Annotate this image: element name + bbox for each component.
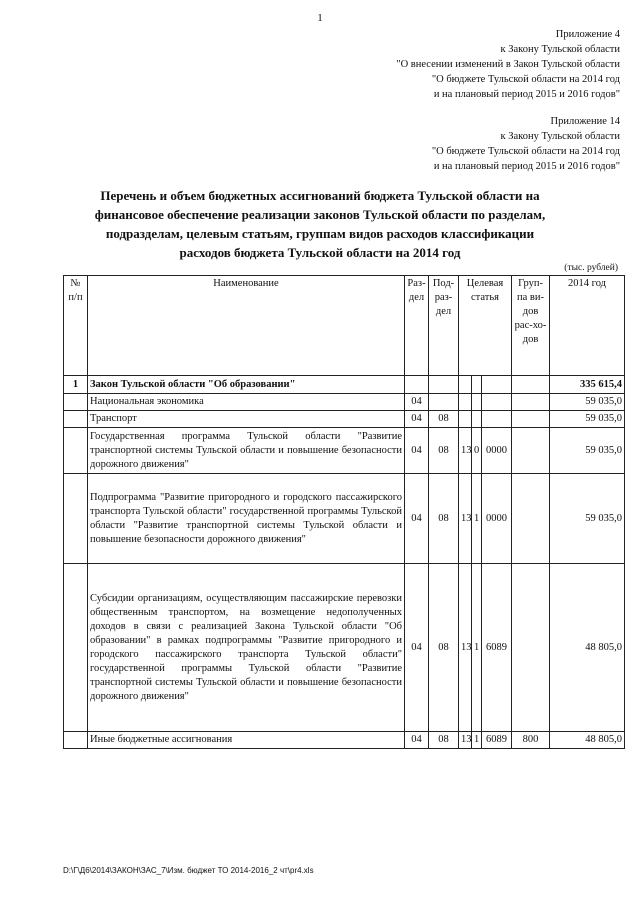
title-line: подразделам, целевым статьям, группам видов расходов классификации bbox=[105, 226, 535, 241]
appendix-4-line: "О внесении изменений в Закон Тульской области bbox=[396, 59, 620, 70]
cell-target-program: 13 bbox=[459, 732, 472, 749]
cell-name: Подпрограмма "Развитие пригородного и городского пассажирского транспорта Тульской области" государственной программы Тульской области "Развитие транспортной системы Тульской области и повышение безопасности дорожного движения" bbox=[88, 474, 405, 564]
cell-section: 04 bbox=[405, 428, 429, 474]
cell-amount: 48 805,0 bbox=[550, 732, 625, 749]
appendix-4-line: "О бюджете Тульской области на 2014 год bbox=[431, 74, 620, 85]
cell-target-subprogram bbox=[472, 411, 482, 428]
document-title bbox=[40, 186, 600, 262]
cell-name: Закон Тульской области "Об образовании" bbox=[88, 376, 405, 394]
cell-target-program bbox=[459, 394, 472, 411]
header-name: Наименование bbox=[88, 276, 405, 376]
appendix-4-header bbox=[396, 27, 620, 102]
cell-target-subprogram: 1 bbox=[472, 732, 482, 749]
cell-section: 04 bbox=[405, 411, 429, 428]
cell-target-subprogram: 1 bbox=[472, 564, 482, 732]
cell-target-direction bbox=[482, 376, 512, 394]
cell-expense-group: 800 bbox=[512, 732, 550, 749]
appendix-4-line: к Закону Тульской области bbox=[500, 44, 620, 55]
cell-name: Иные бюджетные ассигнования bbox=[88, 732, 405, 749]
file-path-footer: D:\Г\Д6\2014\ЗАКОН\ЗАС_7\Изм. бюджет ТО 2014-2016_2 чт\pr4.xls bbox=[63, 866, 314, 875]
cell-num: 1 bbox=[64, 376, 88, 394]
cell-num bbox=[64, 564, 88, 732]
table-row bbox=[64, 394, 625, 411]
table-row bbox=[64, 376, 625, 394]
cell-section: 04 bbox=[405, 732, 429, 749]
appendix-14-line: Приложение 14 bbox=[550, 116, 620, 127]
cell-num bbox=[64, 732, 88, 749]
cell-section: 04 bbox=[405, 564, 429, 732]
cell-amount: 48 805,0 bbox=[550, 564, 625, 732]
header-year: 2014 год bbox=[550, 276, 625, 376]
table-row bbox=[64, 564, 625, 732]
cell-expense-group bbox=[512, 411, 550, 428]
table-body bbox=[64, 276, 625, 749]
cell-section: 04 bbox=[405, 474, 429, 564]
cell-amount: 335 615,4 bbox=[550, 376, 625, 394]
cell-target-subprogram: 1 bbox=[472, 474, 482, 564]
cell-target-program bbox=[459, 411, 472, 428]
cell-target-direction bbox=[482, 394, 512, 411]
table-row bbox=[64, 732, 625, 749]
cell-name: Субсидии организациям, осуществляющим пассажирские перевозки общественным транспортом, на возмещение недополученных доходов в связи с реализацией Закона Тульской области "Об образовании" в рамках подпрограммы "Развитие пригородного и городского пассажирского транспорта Тульской области" государственной программы Тульской области "Развитие транспортной системы Тульской области и повышение безопасности дорожного движения" bbox=[88, 564, 405, 732]
cell-subsection bbox=[429, 394, 459, 411]
cell-target-direction: 0000 bbox=[482, 428, 512, 474]
cell-expense-group bbox=[512, 394, 550, 411]
cell-name: Государственная программа Тульской области "Развитие транспортной системы Тульской области и повышение безопасности дорожного движения" bbox=[88, 428, 405, 474]
cell-target-direction bbox=[482, 411, 512, 428]
cell-subsection bbox=[429, 376, 459, 394]
appendix-14-line: и на плановый период 2015 и 2016 годов" bbox=[433, 161, 620, 172]
cell-subsection: 08 bbox=[429, 732, 459, 749]
table-header-row bbox=[64, 276, 625, 376]
cell-target-subprogram: 0 bbox=[472, 428, 482, 474]
table-row bbox=[64, 411, 625, 428]
cell-section: 04 bbox=[405, 394, 429, 411]
appendix-14-line: к Закону Тульской области bbox=[500, 131, 620, 142]
appendix-4-line: и на плановый период 2015 и 2016 годов" bbox=[433, 89, 620, 100]
cell-num bbox=[64, 474, 88, 564]
cell-expense-group bbox=[512, 376, 550, 394]
cell-target-direction: 6089 bbox=[482, 564, 512, 732]
cell-num bbox=[64, 411, 88, 428]
header-expense-group: Груп-па ви-дов рас-хо-дов bbox=[512, 276, 550, 376]
units-label: (тыс. рублей) bbox=[564, 263, 618, 273]
cell-target-subprogram bbox=[472, 376, 482, 394]
cell-num bbox=[64, 428, 88, 474]
cell-target-program: 13 bbox=[459, 428, 472, 474]
cell-amount: 59 035,0 bbox=[550, 428, 625, 474]
cell-target-direction: 6089 bbox=[482, 732, 512, 749]
cell-amount: 59 035,0 bbox=[550, 474, 625, 564]
title-line: расходов бюджета Тульской области на 2014 год bbox=[179, 245, 461, 260]
header-section: Раз-дел bbox=[405, 276, 429, 376]
header-num: № п/п bbox=[64, 276, 88, 376]
cell-target-direction: 0000 bbox=[482, 474, 512, 564]
cell-subsection: 08 bbox=[429, 564, 459, 732]
budget-table bbox=[63, 275, 625, 749]
cell-amount: 59 035,0 bbox=[550, 411, 625, 428]
table-row bbox=[64, 474, 625, 564]
cell-subsection: 08 bbox=[429, 428, 459, 474]
table-row bbox=[64, 428, 625, 474]
cell-target-subprogram bbox=[472, 394, 482, 411]
cell-target-program: 13 bbox=[459, 474, 472, 564]
cell-expense-group bbox=[512, 564, 550, 732]
title-line: Перечень и объем бюджетных ассигнований бюджета Тульской области на bbox=[100, 188, 540, 203]
appendix-14-header bbox=[432, 114, 620, 174]
cell-expense-group bbox=[512, 474, 550, 564]
header-subsection: Под-раз-дел bbox=[429, 276, 459, 376]
cell-section bbox=[405, 376, 429, 394]
appendix-14-line: "О бюджете Тульской области на 2014 год bbox=[431, 146, 620, 157]
header-target-article: Целевая статья bbox=[459, 276, 512, 376]
cell-name: Транспорт bbox=[88, 411, 405, 428]
appendix-4-line: Приложение 4 bbox=[555, 29, 620, 40]
cell-expense-group bbox=[512, 428, 550, 474]
cell-subsection: 08 bbox=[429, 411, 459, 428]
cell-amount: 59 035,0 bbox=[550, 394, 625, 411]
cell-target-program bbox=[459, 376, 472, 394]
page-number: 1 bbox=[317, 12, 323, 24]
cell-subsection: 08 bbox=[429, 474, 459, 564]
title-line: финансовое обеспечение реализации законов Тульской области по разделам, bbox=[94, 207, 546, 222]
cell-num bbox=[64, 394, 88, 411]
cell-name: Национальная экономика bbox=[88, 394, 405, 411]
cell-target-program: 13 bbox=[459, 564, 472, 732]
